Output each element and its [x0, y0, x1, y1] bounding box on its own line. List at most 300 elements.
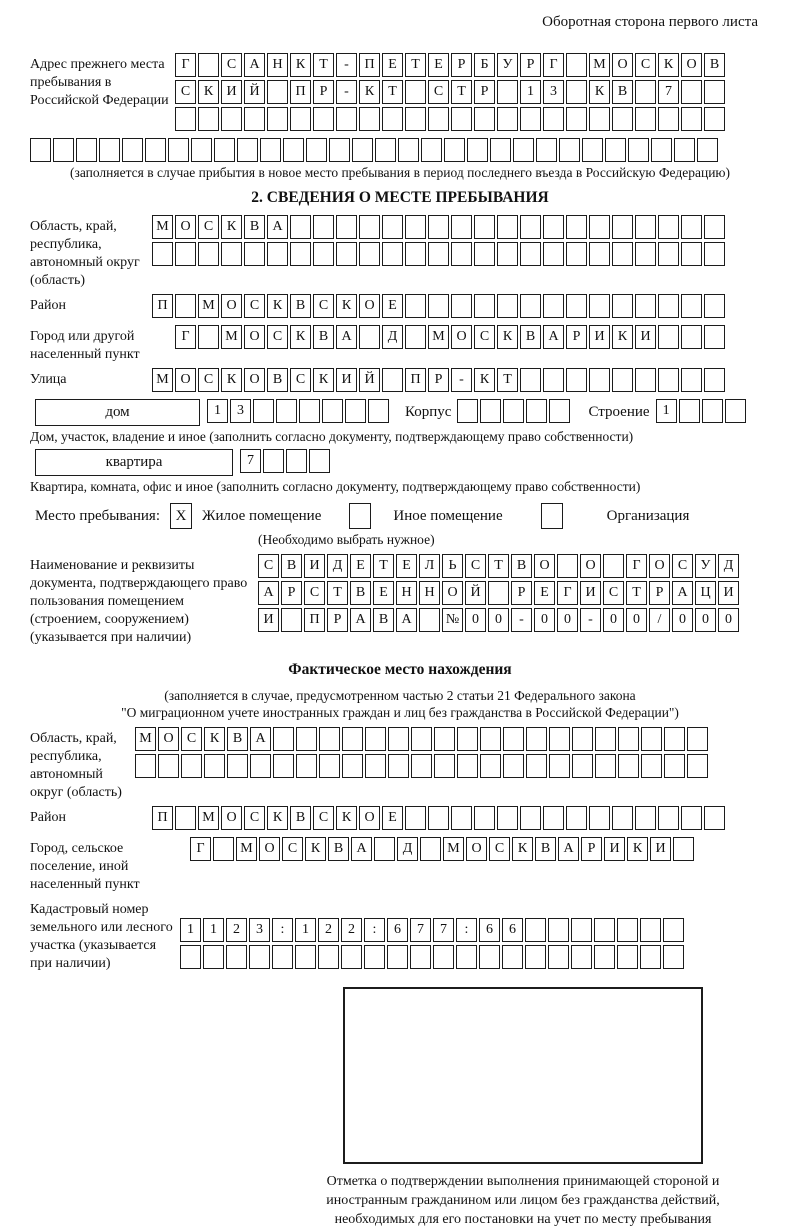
char-cell[interactable] [359, 325, 380, 349]
char-cell[interactable]: 1 [520, 80, 541, 104]
char-cell[interactable] [549, 727, 570, 751]
char-cell[interactable] [214, 138, 235, 162]
char-cell[interactable]: В [511, 554, 532, 578]
char-cell[interactable] [681, 80, 702, 104]
char-cell[interactable] [704, 806, 725, 830]
char-cell[interactable]: Т [382, 80, 403, 104]
char-cell[interactable] [548, 918, 569, 942]
char-cell[interactable] [612, 242, 633, 266]
char-cell[interactable] [725, 399, 746, 423]
char-cell[interactable] [267, 242, 288, 266]
char-cell[interactable]: О [221, 806, 242, 830]
char-cell[interactable] [175, 107, 196, 131]
char-cell[interactable]: К [336, 294, 357, 318]
char-cell[interactable] [387, 945, 408, 969]
char-cell[interactable]: П [405, 368, 426, 392]
char-cell[interactable]: В [520, 325, 541, 349]
char-cell[interactable]: О [580, 554, 601, 578]
char-cell[interactable] [589, 806, 610, 830]
char-cell[interactable] [198, 242, 219, 266]
char-cell[interactable]: В [290, 806, 311, 830]
char-cell[interactable] [374, 837, 395, 861]
char-cell[interactable]: 2 [318, 918, 339, 942]
char-cell[interactable] [249, 945, 270, 969]
char-cell[interactable] [250, 754, 271, 778]
char-cell[interactable] [175, 242, 196, 266]
char-cell[interactable] [681, 242, 702, 266]
char-cell[interactable] [594, 918, 615, 942]
char-cell[interactable]: Т [488, 554, 509, 578]
char-cell[interactable] [704, 294, 725, 318]
char-cell[interactable]: С [258, 554, 279, 578]
char-cell[interactable]: О [359, 294, 380, 318]
char-cell[interactable]: К [267, 294, 288, 318]
char-cell[interactable] [635, 368, 656, 392]
char-cell[interactable] [526, 399, 547, 423]
char-cell[interactable]: И [580, 581, 601, 605]
char-cell[interactable]: О [612, 53, 633, 77]
char-cell[interactable]: Й [359, 368, 380, 392]
char-cell[interactable]: П [152, 806, 173, 830]
char-cell[interactable]: С [244, 294, 265, 318]
char-cell[interactable]: К [627, 837, 648, 861]
char-cell[interactable]: Р [511, 581, 532, 605]
char-cell[interactable] [382, 107, 403, 131]
char-cell[interactable] [704, 368, 725, 392]
char-cell[interactable] [658, 294, 679, 318]
char-cell[interactable] [237, 138, 258, 162]
char-cell[interactable] [428, 215, 449, 239]
char-cell[interactable]: И [336, 368, 357, 392]
char-cell[interactable]: 0 [465, 608, 486, 632]
char-cell[interactable]: О [175, 215, 196, 239]
char-cell[interactable] [571, 918, 592, 942]
char-cell[interactable] [451, 806, 472, 830]
char-cell[interactable]: О [466, 837, 487, 861]
char-cell[interactable] [30, 138, 51, 162]
char-cell[interactable] [488, 581, 509, 605]
char-cell[interactable]: Т [405, 53, 426, 77]
char-cell[interactable] [658, 368, 679, 392]
char-cell[interactable] [313, 215, 334, 239]
char-cell[interactable] [405, 215, 426, 239]
char-cell[interactable]: У [695, 554, 716, 578]
char-cell[interactable] [635, 806, 656, 830]
char-cell[interactable]: К [221, 215, 242, 239]
char-cell[interactable]: М [198, 294, 219, 318]
char-cell[interactable]: А [558, 837, 579, 861]
char-cell[interactable] [428, 294, 449, 318]
char-cell[interactable]: - [451, 368, 472, 392]
char-cell[interactable] [674, 138, 695, 162]
char-cell[interactable] [641, 727, 662, 751]
char-cell[interactable] [673, 837, 694, 861]
char-cell[interactable]: С [244, 806, 265, 830]
char-cell[interactable] [336, 242, 357, 266]
char-cell[interactable] [658, 215, 679, 239]
char-cell[interactable] [336, 107, 357, 131]
char-cell[interactable] [687, 727, 708, 751]
char-cell[interactable]: С [635, 53, 656, 77]
char-cell[interactable] [595, 727, 616, 751]
char-cell[interactable] [175, 806, 196, 830]
char-cell[interactable] [543, 806, 564, 830]
char-cell[interactable] [341, 945, 362, 969]
char-cell[interactable] [428, 806, 449, 830]
char-cell[interactable] [322, 399, 343, 423]
char-cell[interactable]: С [313, 294, 334, 318]
char-cell[interactable] [549, 399, 570, 423]
char-cell[interactable]: - [336, 53, 357, 77]
stay-type-checkbox-organization[interactable] [541, 503, 563, 529]
char-cell[interactable]: 1 [180, 918, 201, 942]
char-cell[interactable]: К [198, 80, 219, 104]
char-cell[interactable] [313, 242, 334, 266]
char-cell[interactable]: М [428, 325, 449, 349]
char-cell[interactable]: М [589, 53, 610, 77]
char-cell[interactable]: С [221, 53, 242, 77]
char-cell[interactable]: Р [428, 368, 449, 392]
char-cell[interactable] [244, 107, 265, 131]
char-cell[interactable]: 0 [534, 608, 555, 632]
stay-type-checkbox-residential[interactable]: X [170, 503, 192, 529]
char-cell[interactable] [342, 754, 363, 778]
char-cell[interactable]: 6 [387, 918, 408, 942]
char-cell[interactable]: О [244, 325, 265, 349]
char-cell[interactable] [628, 138, 649, 162]
char-cell[interactable] [605, 138, 626, 162]
char-cell[interactable] [589, 294, 610, 318]
char-cell[interactable] [180, 945, 201, 969]
char-cell[interactable]: С [428, 80, 449, 104]
char-cell[interactable] [679, 399, 700, 423]
char-cell[interactable]: К [267, 806, 288, 830]
char-cell[interactable]: И [258, 608, 279, 632]
char-cell[interactable]: О [158, 727, 179, 751]
char-cell[interactable] [253, 399, 274, 423]
char-cell[interactable] [276, 399, 297, 423]
char-cell[interactable]: Д [327, 554, 348, 578]
char-cell[interactable]: П [290, 80, 311, 104]
char-cell[interactable] [497, 294, 518, 318]
char-cell[interactable] [479, 945, 500, 969]
char-cell[interactable]: В [244, 215, 265, 239]
char-cell[interactable] [318, 945, 339, 969]
char-cell[interactable]: Е [534, 581, 555, 605]
char-cell[interactable]: 1 [203, 918, 224, 942]
char-cell[interactable]: Р [313, 80, 334, 104]
char-cell[interactable] [526, 727, 547, 751]
char-cell[interactable]: П [152, 294, 173, 318]
char-cell[interactable] [566, 806, 587, 830]
char-cell[interactable] [53, 138, 74, 162]
char-cell[interactable] [664, 727, 685, 751]
char-cell[interactable]: М [221, 325, 242, 349]
char-cell[interactable] [525, 918, 546, 942]
char-cell[interactable]: К [221, 368, 242, 392]
char-cell[interactable] [635, 215, 656, 239]
char-cell[interactable] [405, 107, 426, 131]
char-cell[interactable] [664, 754, 685, 778]
char-cell[interactable] [198, 107, 219, 131]
char-cell[interactable]: А [672, 581, 693, 605]
char-cell[interactable] [543, 107, 564, 131]
char-cell[interactable] [640, 945, 661, 969]
char-cell[interactable]: : [456, 918, 477, 942]
char-cell[interactable]: И [604, 837, 625, 861]
char-cell[interactable] [566, 368, 587, 392]
char-cell[interactable]: / [649, 608, 670, 632]
char-cell[interactable] [663, 918, 684, 942]
char-cell[interactable] [434, 727, 455, 751]
char-cell[interactable]: В [612, 80, 633, 104]
char-cell[interactable] [681, 294, 702, 318]
char-cell[interactable]: М [152, 215, 173, 239]
char-cell[interactable]: М [152, 368, 173, 392]
char-cell[interactable] [272, 945, 293, 969]
char-cell[interactable] [566, 242, 587, 266]
char-cell[interactable]: О [244, 368, 265, 392]
char-cell[interactable]: В [373, 608, 394, 632]
char-cell[interactable] [283, 138, 304, 162]
char-cell[interactable] [663, 945, 684, 969]
char-cell[interactable]: Г [175, 325, 196, 349]
char-cell[interactable] [411, 727, 432, 751]
char-cell[interactable] [640, 918, 661, 942]
char-cell[interactable] [296, 727, 317, 751]
char-cell[interactable]: У [497, 53, 518, 77]
char-cell[interactable] [520, 368, 541, 392]
char-cell[interactable]: 1 [207, 399, 228, 423]
char-cell[interactable] [697, 138, 718, 162]
char-cell[interactable] [359, 107, 380, 131]
char-cell[interactable]: Ц [695, 581, 716, 605]
char-cell[interactable] [612, 215, 633, 239]
char-cell[interactable]: Й [465, 581, 486, 605]
char-cell[interactable]: О [221, 294, 242, 318]
char-cell[interactable] [658, 107, 679, 131]
char-cell[interactable] [329, 138, 350, 162]
char-cell[interactable] [319, 754, 340, 778]
char-cell[interactable]: 3 [249, 918, 270, 942]
char-cell[interactable]: С [489, 837, 510, 861]
char-cell[interactable]: 7 [658, 80, 679, 104]
char-cell[interactable] [612, 368, 633, 392]
char-cell[interactable]: К [497, 325, 518, 349]
char-cell[interactable] [290, 242, 311, 266]
char-cell[interactable]: 1 [656, 399, 677, 423]
char-cell[interactable] [497, 242, 518, 266]
char-cell[interactable] [543, 294, 564, 318]
char-cell[interactable]: К [204, 727, 225, 751]
char-cell[interactable]: - [580, 608, 601, 632]
char-cell[interactable]: И [718, 581, 739, 605]
char-cell[interactable]: 0 [488, 608, 509, 632]
char-cell[interactable]: О [359, 806, 380, 830]
char-cell[interactable]: К [359, 80, 380, 104]
char-cell[interactable] [548, 945, 569, 969]
char-cell[interactable] [405, 325, 426, 349]
char-cell[interactable] [267, 107, 288, 131]
char-cell[interactable] [681, 325, 702, 349]
char-cell[interactable]: Д [718, 554, 739, 578]
char-cell[interactable]: Ь [442, 554, 463, 578]
char-cell[interactable]: Т [626, 581, 647, 605]
char-cell[interactable] [582, 138, 603, 162]
char-cell[interactable] [444, 138, 465, 162]
char-cell[interactable]: К [658, 53, 679, 77]
char-cell[interactable] [589, 242, 610, 266]
char-cell[interactable] [474, 107, 495, 131]
char-cell[interactable]: : [272, 918, 293, 942]
char-cell[interactable] [566, 215, 587, 239]
char-cell[interactable] [411, 754, 432, 778]
char-cell[interactable]: Т [373, 554, 394, 578]
char-cell[interactable] [345, 399, 366, 423]
char-cell[interactable] [681, 806, 702, 830]
char-cell[interactable] [480, 754, 501, 778]
char-cell[interactable]: 0 [557, 608, 578, 632]
char-cell[interactable] [352, 138, 373, 162]
char-cell[interactable] [405, 80, 426, 104]
char-cell[interactable]: 7 [240, 449, 261, 473]
char-cell[interactable]: Т [451, 80, 472, 104]
char-cell[interactable] [309, 449, 330, 473]
char-cell[interactable]: С [282, 837, 303, 861]
char-cell[interactable]: Г [543, 53, 564, 77]
char-cell[interactable]: - [511, 608, 532, 632]
char-cell[interactable] [612, 107, 633, 131]
char-cell[interactable] [566, 294, 587, 318]
char-cell[interactable]: : [364, 918, 385, 942]
char-cell[interactable]: Е [350, 554, 371, 578]
char-cell[interactable] [313, 107, 334, 131]
char-cell[interactable]: Г [557, 581, 578, 605]
char-cell[interactable]: Т [497, 368, 518, 392]
char-cell[interactable]: К [305, 837, 326, 861]
char-cell[interactable] [382, 242, 403, 266]
char-cell[interactable] [226, 945, 247, 969]
char-cell[interactable]: Н [396, 581, 417, 605]
char-cell[interactable] [428, 107, 449, 131]
char-cell[interactable] [456, 945, 477, 969]
char-cell[interactable] [635, 107, 656, 131]
char-cell[interactable]: О [175, 368, 196, 392]
char-cell[interactable] [203, 945, 224, 969]
char-cell[interactable] [589, 107, 610, 131]
char-cell[interactable]: И [589, 325, 610, 349]
char-cell[interactable] [158, 754, 179, 778]
char-cell[interactable] [227, 754, 248, 778]
char-cell[interactable]: Т [327, 581, 348, 605]
char-cell[interactable]: В [267, 368, 288, 392]
char-cell[interactable] [681, 368, 702, 392]
char-cell[interactable] [704, 107, 725, 131]
char-cell[interactable] [273, 754, 294, 778]
char-cell[interactable] [122, 138, 143, 162]
char-cell[interactable] [364, 945, 385, 969]
char-cell[interactable] [520, 242, 541, 266]
char-cell[interactable] [520, 215, 541, 239]
char-cell[interactable] [76, 138, 97, 162]
char-cell[interactable] [525, 945, 546, 969]
char-cell[interactable] [618, 754, 639, 778]
char-cell[interactable]: 6 [502, 918, 523, 942]
char-cell[interactable] [342, 727, 363, 751]
char-cell[interactable]: Р [520, 53, 541, 77]
char-cell[interactable] [497, 80, 518, 104]
char-cell[interactable] [99, 138, 120, 162]
char-cell[interactable] [543, 215, 564, 239]
char-cell[interactable]: О [259, 837, 280, 861]
char-cell[interactable] [503, 754, 524, 778]
char-cell[interactable] [221, 107, 242, 131]
char-cell[interactable]: О [534, 554, 555, 578]
char-cell[interactable]: 0 [718, 608, 739, 632]
char-cell[interactable] [457, 399, 478, 423]
char-cell[interactable]: В [290, 294, 311, 318]
char-cell[interactable]: 2 [341, 918, 362, 942]
char-cell[interactable]: Р [281, 581, 302, 605]
char-cell[interactable]: В [535, 837, 556, 861]
char-cell[interactable]: 0 [603, 608, 624, 632]
char-cell[interactable] [457, 754, 478, 778]
char-cell[interactable]: С [603, 581, 624, 605]
char-cell[interactable]: Д [397, 837, 418, 861]
char-cell[interactable] [365, 727, 386, 751]
char-cell[interactable] [175, 294, 196, 318]
char-cell[interactable] [467, 138, 488, 162]
char-cell[interactable] [497, 215, 518, 239]
char-cell[interactable] [594, 945, 615, 969]
char-cell[interactable] [658, 806, 679, 830]
char-cell[interactable] [405, 294, 426, 318]
char-cell[interactable] [549, 754, 570, 778]
char-cell[interactable] [204, 754, 225, 778]
char-cell[interactable]: Г [175, 53, 196, 77]
char-cell[interactable] [566, 107, 587, 131]
char-cell[interactable] [566, 53, 587, 77]
char-cell[interactable] [503, 727, 524, 751]
char-cell[interactable]: Б [474, 53, 495, 77]
char-cell[interactable]: А [396, 608, 417, 632]
char-cell[interactable]: К [589, 80, 610, 104]
char-cell[interactable]: С [474, 325, 495, 349]
char-cell[interactable] [704, 242, 725, 266]
char-cell[interactable]: Р [649, 581, 670, 605]
char-cell[interactable]: И [635, 325, 656, 349]
char-cell[interactable]: 0 [672, 608, 693, 632]
char-cell[interactable] [635, 242, 656, 266]
char-cell[interactable]: 6 [479, 918, 500, 942]
char-cell[interactable] [589, 368, 610, 392]
char-cell[interactable]: С [181, 727, 202, 751]
char-cell[interactable]: С [672, 554, 693, 578]
char-cell[interactable]: И [650, 837, 671, 861]
char-cell[interactable] [658, 325, 679, 349]
char-cell[interactable] [617, 918, 638, 942]
char-cell[interactable]: А [350, 608, 371, 632]
char-cell[interactable]: Е [382, 53, 403, 77]
char-cell[interactable] [221, 242, 242, 266]
char-cell[interactable]: К [512, 837, 533, 861]
char-cell[interactable]: М [236, 837, 257, 861]
char-cell[interactable] [433, 945, 454, 969]
char-cell[interactable] [375, 138, 396, 162]
char-cell[interactable] [635, 294, 656, 318]
char-cell[interactable]: Р [451, 53, 472, 77]
char-cell[interactable]: С [304, 581, 325, 605]
